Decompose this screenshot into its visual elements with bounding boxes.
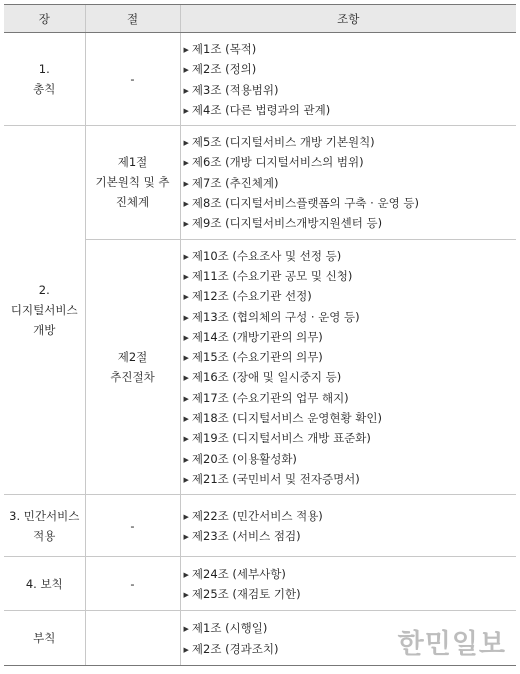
article-list [180,33,516,126]
chapter-row-private-service [4,495,516,557]
triangle-bullet-icon: ▶ [183,645,189,654]
section-cell [85,557,180,611]
triangle-bullet-icon: ▶ [183,591,189,600]
chapter-label: 적용 [33,528,56,543]
article-item: ▶ 제16조 (장애 및 일시중지 등) [181,367,517,387]
article-item: ▶ 제1조 (시행일) [181,618,517,638]
triangle-bullet-icon: ▶ [183,394,189,403]
article-item: ▶ 제6조 (개방 디지털서비스의 범위) [181,152,517,172]
chapter-cell [4,33,85,126]
article-item: ▶ 제19조 (디지털서비스 개방 표준화) [181,428,517,448]
article-item: ▶ 제15조 (수요기관의 의무) [181,347,517,367]
section-label: - [130,576,135,591]
header-article: 조항 [180,5,516,33]
triangle-bullet-icon: ▶ [183,435,189,444]
section-cell [85,239,180,495]
triangle-bullet-icon: ▶ [183,66,189,75]
triangle-bullet-icon: ▶ [183,313,189,322]
article-item: ▶ 제5조 (디지털서비스 개방 기본원칙) [181,132,517,152]
triangle-bullet-icon: ▶ [183,86,189,95]
triangle-bullet-icon: ▶ [183,139,189,148]
triangle-bullet-icon: ▶ [183,159,189,168]
article-item: ▶ 제23조 (서비스 점검) [181,526,517,546]
triangle-bullet-icon: ▶ [183,625,189,634]
header-chapter: 장 [4,5,85,33]
chapter-label: 4. 보칙 [25,576,63,591]
chapter-row-general [4,33,516,126]
article-list [180,239,516,495]
chapter-row-open-service [4,126,516,239]
chapter-label: 2. [38,283,50,298]
triangle-bullet-icon: ▶ [183,455,189,464]
triangle-bullet-icon: ▶ [183,200,189,209]
triangle-bullet-icon: ▶ [183,220,189,229]
article-item: ▶ 제12조 (수요기관 선정) [181,286,517,306]
chapter-cell [4,611,85,666]
triangle-bullet-icon: ▶ [183,46,189,54]
section-label: - [130,72,135,87]
article-item: ▶ 제24조 (세부사항) [181,564,517,584]
chapter-cell [4,495,85,557]
triangle-bullet-icon: ▶ [183,533,189,542]
article-item: ▶ 제18조 (디지털서비스 운영현황 확인) [181,408,517,428]
section-label: - [130,518,135,533]
article-item: ▶ 제4조 (다른 법령과의 관계) [181,100,517,120]
triangle-bullet-icon: ▶ [183,106,189,115]
article-item: ▶ 제25조 (재검토 기한) [181,584,517,604]
article-item: ▶ 제8조 (디지털서비스플랫폼의 구축 · 운영 등) [181,193,517,213]
section-label: 추진절차 [110,369,155,384]
section-label: 제1절 [117,155,148,170]
section-label: 기본원칙 및 추 [95,175,170,190]
article-item: ▶ 제9조 (디지털서비스개방지원센터 등) [181,213,517,233]
article-item: ▶ 제2조 (경과조치) [181,639,517,659]
triangle-bullet-icon: ▶ [183,415,189,424]
triangle-bullet-icon: ▶ [183,252,189,261]
triangle-bullet-icon: ▶ [183,179,189,188]
article-item: ▶ 제20조 (이용활성화) [181,449,517,469]
article-item: ▶ 제22조 (민간서비스 적용) [181,506,517,526]
triangle-bullet-icon: ▶ [183,354,189,363]
chapter-label: 디지털서비스 [10,303,78,318]
header-section: 절 [85,5,180,33]
chapter-cell [4,126,85,495]
triangle-bullet-icon: ▶ [183,333,189,342]
chapter-row-supplementary [4,557,516,611]
triangle-bullet-icon: ▶ [183,293,189,302]
article-list [180,557,516,611]
chapter-label: 3. 민간서비스 [9,508,80,523]
section-cell [85,495,180,557]
chapter-label: 총칙 [33,82,56,97]
article-item: ▶ 제10조 (수요조사 및 선정 등) [181,246,517,266]
article-item: ▶ 제1조 (목적) [181,39,517,59]
watermark-logo: 한민일보 [397,629,506,660]
article-item: ▶ 제17조 (수요기관의 업무 해지) [181,388,517,408]
article-item: ▶ 제2조 (정의) [181,59,517,79]
section-cell [85,126,180,239]
article-item: ▶ 제21조 (국민비서 및 전자증명서) [181,469,517,489]
chapter-cell [4,557,85,611]
article-item: ▶ 제7조 (추진체계) [181,173,517,193]
section-cell [85,33,180,126]
triangle-bullet-icon: ▶ [183,475,189,484]
article-list [180,126,516,239]
chapter-label: 개방 [33,323,56,338]
triangle-bullet-icon: ▶ [183,272,189,281]
triangle-bullet-icon: ▶ [183,570,189,579]
triangle-bullet-icon: ▶ [183,512,189,521]
article-item: ▶ 제11조 (수요기관 공모 및 신청) [181,266,517,286]
article-item: ▶ 제13조 (협의체의 구성 · 운영 등) [181,307,517,327]
header-row [4,5,516,33]
section-label: 진체계 [115,195,150,210]
chapter-label: 1. [38,62,50,77]
article-item: ▶ 제14조 (개방기관의 의무) [181,327,517,347]
chapter-label: 부칙 [33,631,56,646]
article-item: ▶ 제3조 (적용범위) [181,80,517,100]
article-list [180,495,516,557]
section-label: 제2절 [117,349,148,364]
triangle-bullet-icon: ▶ [183,374,189,383]
regulation-table [4,4,516,666]
section-cell [85,611,180,666]
